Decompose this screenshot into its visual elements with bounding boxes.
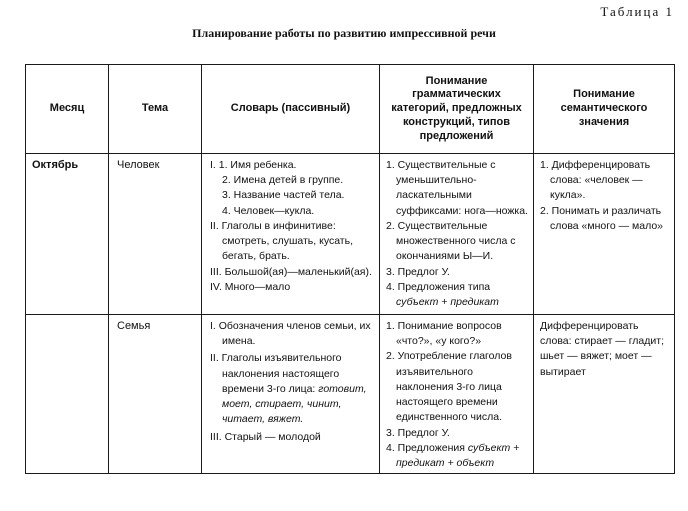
list-item — [386, 295, 528, 310]
list-item: IV. Много—мало — [210, 280, 291, 293]
list-item: 3. Название частей тела. — [222, 189, 345, 202]
header-vocabulary: Словарь (пассивный) — [202, 65, 380, 154]
formula-text: субъект + предикат — [396, 295, 499, 308]
list-item: III. Большой(ая)—маленький(ая). — [210, 265, 372, 278]
topic-cell: Семья — [109, 315, 202, 474]
table-label: Таблица 1 — [600, 4, 674, 19]
vocabulary-cell — [202, 315, 380, 474]
grammar-cell — [380, 315, 534, 474]
list-item: II. Глаголы в инфинитиве: смотреть, слушать, кусать, бегать, брать. — [210, 219, 354, 263]
month-cell — [26, 315, 109, 474]
formula-text: субъект + предикат + объект — [396, 441, 520, 469]
list-item-text: II. Глаголы изъявительного наклонения настоящего времени 3-го лица: — [210, 352, 342, 395]
list-item: 3. Предлог У. — [386, 426, 450, 439]
month-cell: Октябрь — [26, 154, 109, 315]
list-item: I. Обозначения членов семьи, их имена. — [210, 320, 371, 348]
semantic-cell — [534, 154, 675, 315]
header-semantic: Понимание семантического значения — [534, 65, 675, 154]
list-item: 1. Существительные с уменьшительно-ласкательными суффиксами: нога—ножка. — [386, 159, 528, 217]
list-item: 3. Предлог У. — [386, 265, 450, 278]
list-item: I. 1. Имя ребенка. — [210, 159, 297, 171]
list-item: 1. Дифференцировать слова: «человек — кукла». — [540, 159, 651, 202]
header-month: Месяц — [26, 65, 109, 154]
list-item: 2. Понимать и различать слова «много — мало» — [540, 204, 664, 232]
document-title: Планирование работы по развитию импрессивной речи — [192, 26, 496, 40]
vocabulary-cell — [202, 154, 380, 315]
table-row — [26, 315, 675, 474]
table-row — [26, 154, 675, 315]
verbs-text: готовит, моет, стирает, чинит, читает, вяжет. — [222, 382, 367, 426]
table-header-row — [26, 65, 675, 154]
list-item — [208, 351, 374, 427]
list-item: 4. Человек—кукла. — [222, 204, 315, 217]
list-item-text: 4. Предложения — [386, 441, 465, 454]
list-item: 2. Имена детей в группе. — [222, 174, 344, 187]
planning-table — [25, 64, 675, 474]
header-grammar: Понимание грамматических категорий, предложных конструкций, типов предложений — [380, 65, 534, 154]
topic-cell: Человек — [109, 154, 202, 315]
list-item: 4. Предложения типа — [386, 280, 491, 293]
semantic-cell — [534, 315, 675, 474]
list-item — [386, 441, 528, 471]
list-item: 2. Существительные множественного числа с окончаниями Ы—И. — [386, 219, 516, 263]
list-item: III. Старый — молодой — [210, 430, 321, 443]
list-item: 1. Понимание вопросов «что?», «у кого?» — [386, 320, 502, 348]
header-topic: Тема — [109, 65, 202, 154]
list-item: Дифференцировать слова: стирает — гладит; шьет — вяжет; моет — вытирает — [540, 320, 664, 378]
list-item: 2. Употребление глаголов изъявительного наклонения 3-го лица настоящего времени единственного числа. — [386, 350, 512, 424]
grammar-cell — [380, 154, 534, 315]
